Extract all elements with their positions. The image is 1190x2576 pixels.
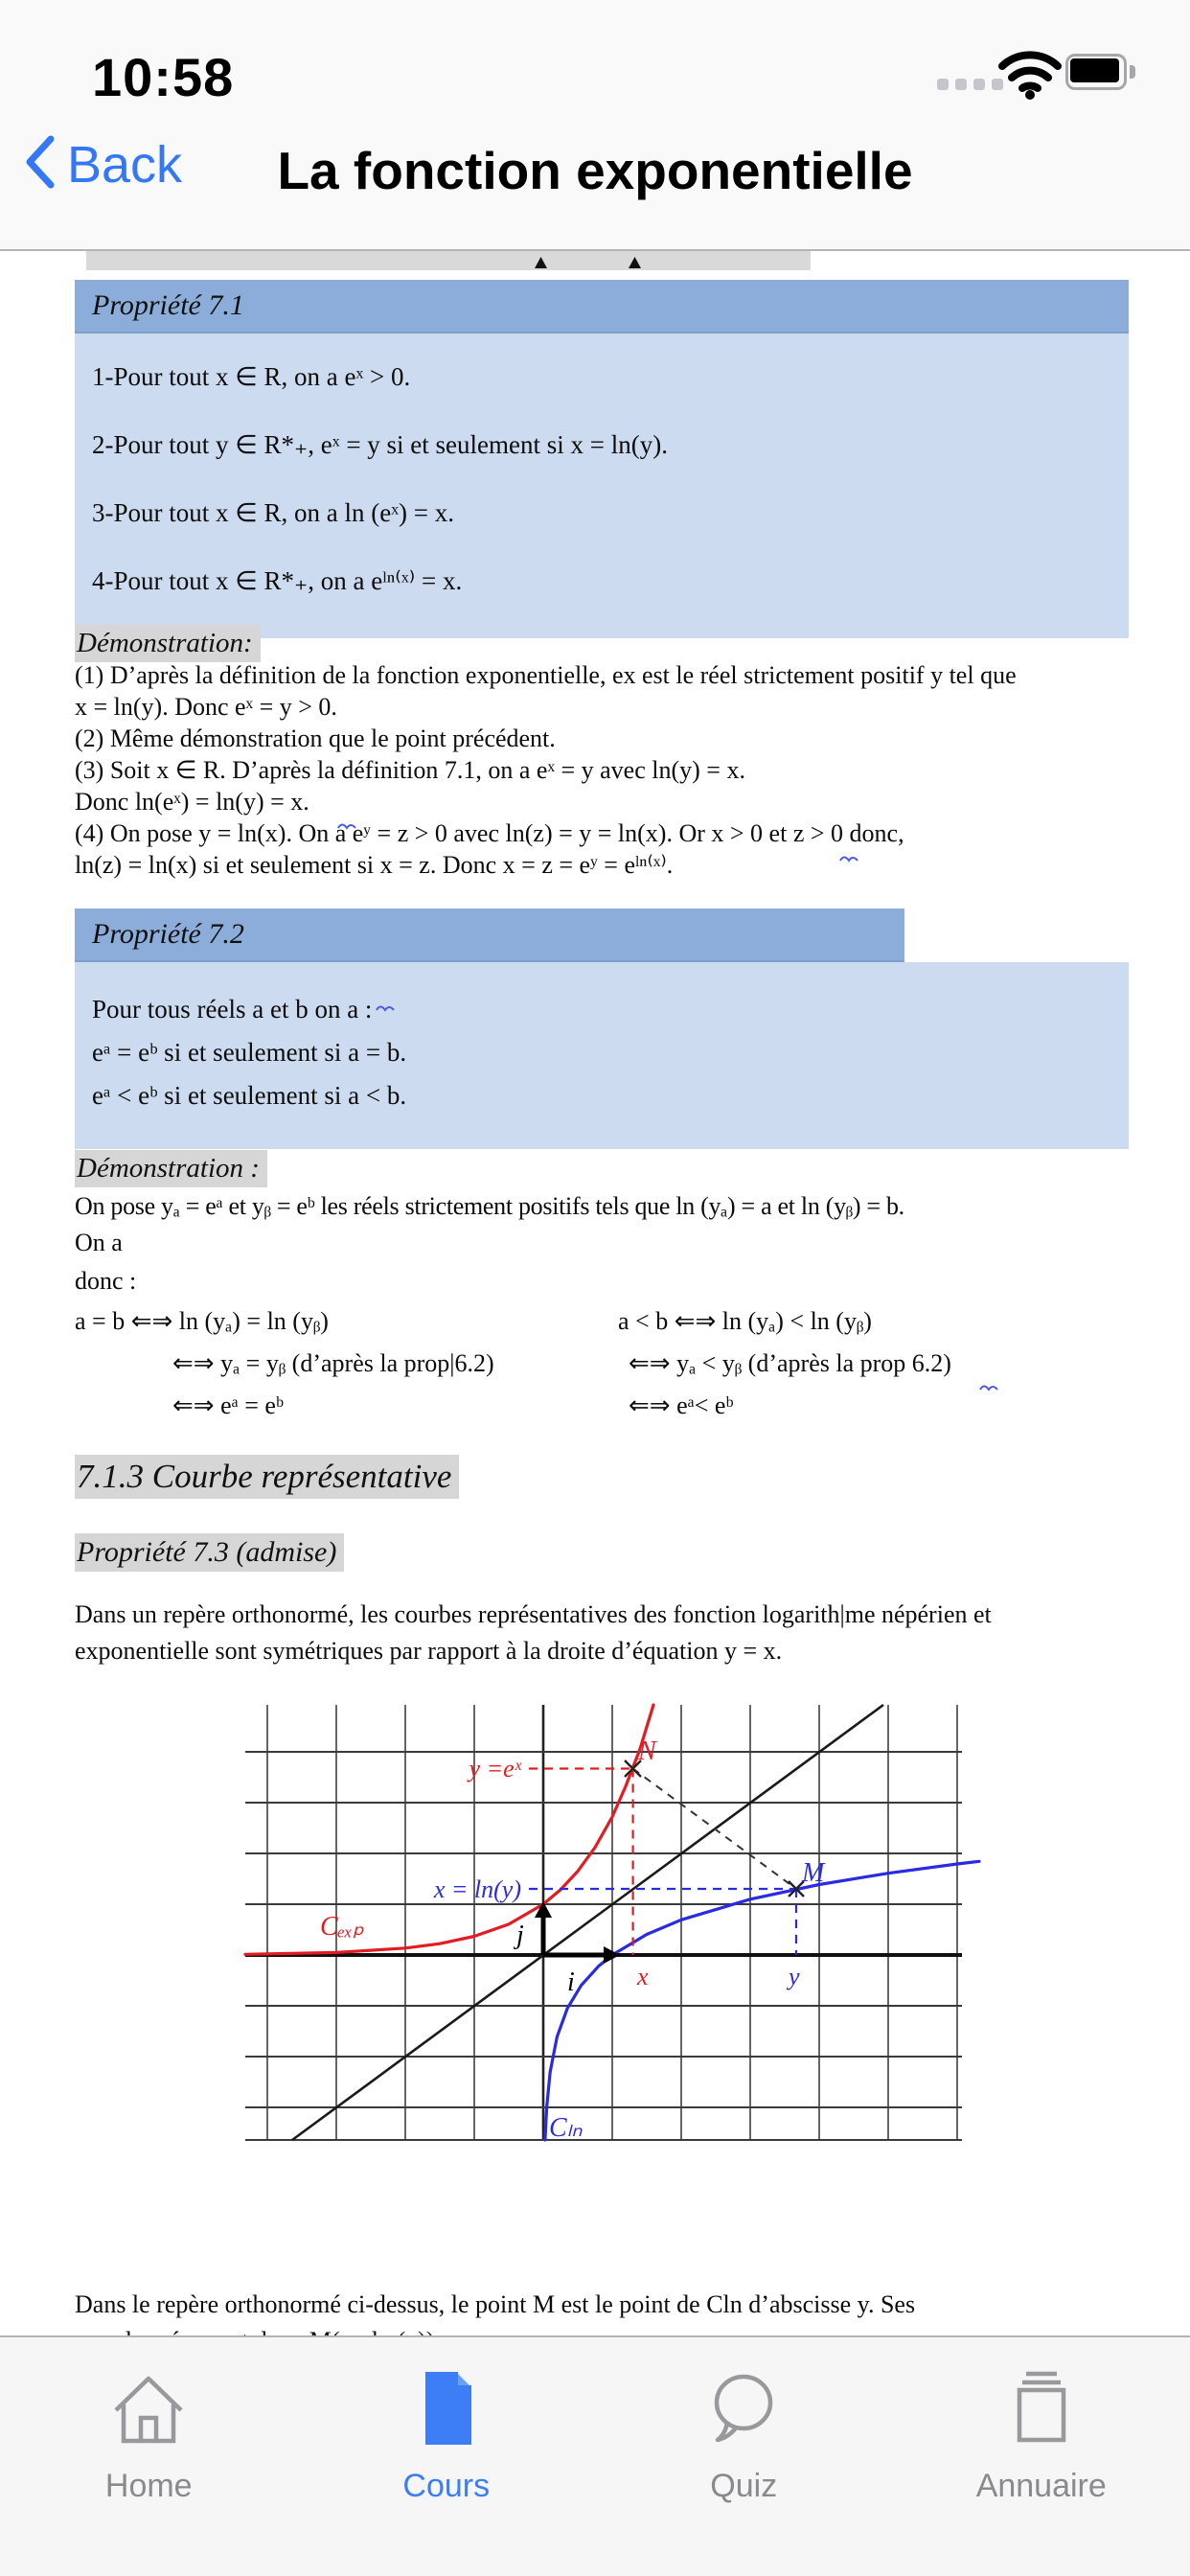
demo2-line: On a (75, 1229, 123, 1256)
ln-curve-label: Cₗₙ (549, 2113, 583, 2143)
prop-7-1-title: Propriété 7.1 (75, 280, 1129, 334)
exp-curve (245, 1705, 653, 1954)
demo2-intro: On pose yₐ = eᵃ et yᵦ = eᵇ les réels strictement positifs tels que ln (yₐ) = a et ln (yᵦ) = b. (75, 1192, 904, 1220)
y-tick-label: y (789, 1963, 800, 1990)
tab-label: Quiz (710, 2468, 778, 2504)
demo1-line: (3) Soit x ∈ R. D’après la définition 7.1, on a eˣ = y avec ln(y) = x. (75, 756, 745, 784)
spellcheck-squiggle (839, 851, 858, 860)
demo2-eq-right: ⇐⇒ eᵃ< eᵇ (629, 1392, 734, 1419)
demo1-line: Donc ln(eˣ) = ln(y) = x. (75, 788, 309, 816)
tab-home[interactable] (0, 2337, 298, 2576)
demo1-line: (4) On pose y = ln(x). On a eʸ = z > 0 avec ln(z) = y = ln(x). Or x > 0 et z > 0 donc, (75, 819, 904, 847)
demo1-line: (1) D’après la définition de la fonction exponentielle, ex est le réel strictement positif y tel que (75, 661, 1017, 689)
exp-equation-label: y =eˣ (469, 1755, 521, 1782)
cellular-signal-icon (937, 79, 1003, 90)
exp-ln-graph-figure (245, 1705, 979, 2198)
tab-label: Cours (402, 2468, 491, 2504)
status-time: 10:58 (92, 47, 235, 107)
prop-7-1-box (75, 280, 1129, 638)
demo1-line: x = ln(y). Donc eˣ = y > 0. (75, 693, 337, 721)
clipped-line-remnant (86, 251, 811, 270)
spellcheck-squiggle (376, 1000, 395, 1009)
section-heading: 7.1.3 Courbe représentative (75, 1455, 459, 1499)
document-scroll-view[interactable] (0, 251, 1190, 2335)
prop-7-1-line: 2-Pour tout y ∈ R*₊, eˣ = y si et seulement si x = ln(y). (92, 430, 668, 459)
line-y-equals-x (292, 1705, 883, 2140)
spellcheck-squiggle (979, 1380, 998, 1389)
prop-7-3-heading: Propriété 7.3 (admise) (75, 1533, 344, 1572)
spellcheck-squiggle (337, 818, 356, 827)
prop-7-2-line: eᵃ = eᵇ si et seulement si a = b. (92, 1038, 407, 1067)
j-vector-label: j⃗ (516, 1920, 545, 1950)
demo2-eq-left: a = b ⇐⇒ ln (yₐ) = ln (yᵦ) (75, 1307, 329, 1335)
demo2-eq-right: a < b ⇐⇒ ln (yₐ) < ln (yᵦ) (618, 1307, 872, 1335)
prop-7-3-text: Dans un repère orthonormé, les courbes représentatives des fonction logarith|me népérien et (75, 1600, 992, 1628)
tab-annuaire[interactable] (893, 2337, 1190, 2576)
demo1-heading: Démonstration: (75, 625, 261, 662)
prop-7-2-box (75, 908, 1129, 1149)
header-area (0, 0, 1190, 251)
point-M-label: M (802, 1858, 825, 1888)
wifi-icon (998, 50, 1062, 104)
stacked-pages-icon (995, 2362, 1087, 2454)
tab-label: Home (104, 2468, 193, 2504)
i-vector (543, 1946, 620, 1964)
prop-7-2-line: eᵃ < eᵇ si et seulement si a < b. (92, 1081, 407, 1110)
prop-7-2-title: Propriété 7.2 (75, 908, 904, 962)
document-icon (400, 2362, 492, 2454)
ln-equation-label: x = ln(y) (433, 1875, 521, 1903)
battery-icon (1065, 54, 1140, 92)
home-icon (103, 2362, 195, 2454)
ln-curve (545, 1861, 979, 2140)
demo1-line: (2) Même démonstration que le point précédent. (75, 724, 556, 752)
page-title: La fonction exponentielle (277, 141, 913, 200)
speech-bubble-icon (698, 2362, 790, 2454)
demo1-line: ln(z) = ln(x) si et seulement si x = z. Donc x = z = eʸ = eˡⁿ⁽ˣ⁾. (75, 851, 674, 879)
tab-cours[interactable] (298, 2337, 596, 2576)
prop-7-2-line: Pour tous réels a et b on a : (92, 995, 373, 1024)
point-N-label: N (638, 1736, 656, 1766)
demo2-heading: Démonstration : (75, 1150, 267, 1187)
exp-curve-label: Cₑₓₚ (320, 1912, 364, 1942)
prop-7-1-line: 4-Pour tout x ∈ R*₊, on a eˡⁿ⁽ˣ⁾ = x. (92, 566, 463, 595)
demo2-eq-left: ⇐⇒ yₐ = yᵦ (d’après la prop|6.2) (172, 1349, 494, 1377)
back-button-label: Back (67, 135, 183, 194)
x-tick-label: x (637, 1963, 649, 1990)
demo2-line: donc : (75, 1267, 137, 1295)
demo2-eq-right: ⇐⇒ yₐ < yᵦ (d’après la prop 6.2) (629, 1349, 951, 1377)
prop-7-1-line: 1-Pour tout x ∈ R, on a eˣ > 0. (92, 362, 411, 391)
prop-7-3-text: exponentielle sont symétriques par rapport à la droite d’équation y = x. (75, 1637, 783, 1665)
tab-quiz[interactable] (595, 2337, 893, 2576)
bottom-paragraph-line: Dans le repère orthonormé ci-dessus, le point M est le point de Cln d’abscisse y. Ses (75, 2290, 916, 2318)
tab-bar (0, 2335, 1190, 2576)
i-vector-label: i⃗ (567, 1967, 596, 1997)
demo2-eq-left: ⇐⇒ eᵃ = eᵇ (172, 1392, 284, 1419)
prop-7-1-line: 3-Pour tout x ∈ R, on a ln (eˣ) = x. (92, 498, 455, 527)
tab-label: Annuaire (975, 2468, 1107, 2504)
